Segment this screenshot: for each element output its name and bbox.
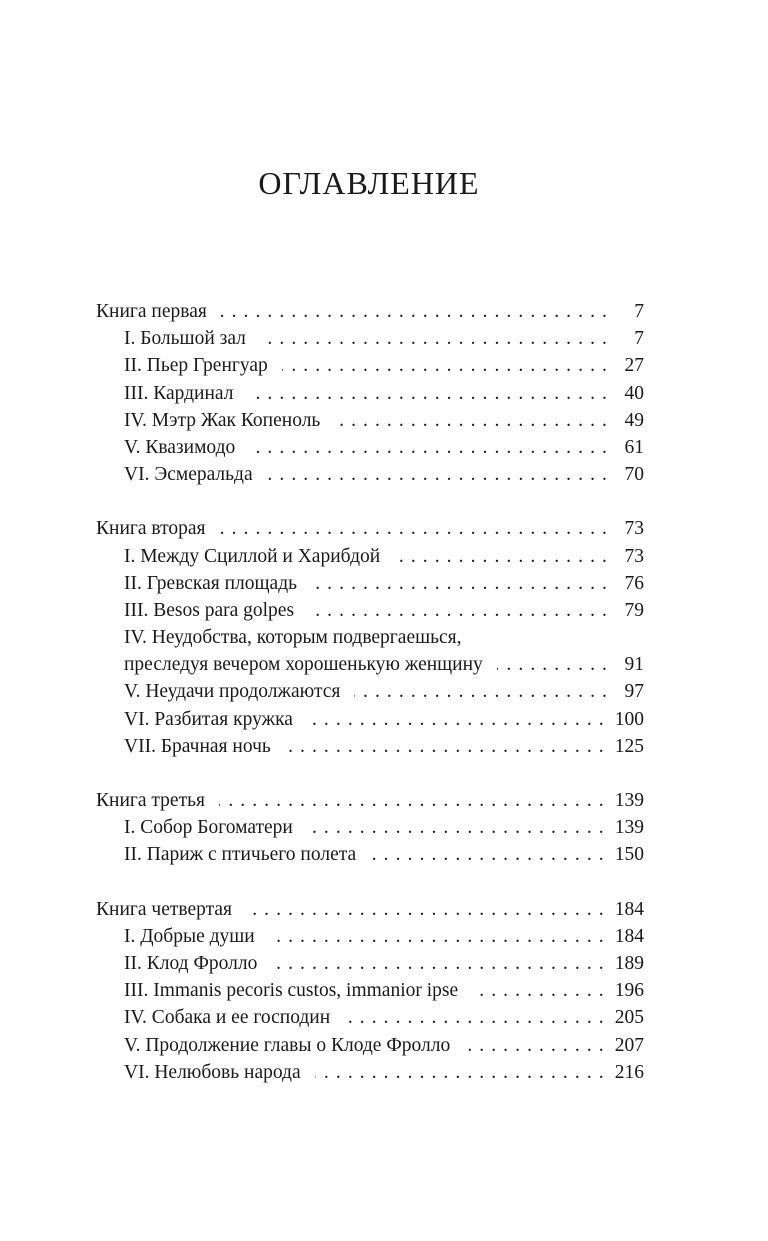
leader-dots bbox=[269, 923, 605, 950]
toc-page-number: 61 bbox=[624, 436, 644, 458]
toc-chapter-title: III. Immanis pecoris custos, immanior ipse bbox=[124, 980, 459, 1002]
toc-book-entry[interactable] bbox=[96, 515, 644, 542]
toc-chapter-title: III. Besos para golpes bbox=[124, 599, 295, 621]
toc-chapter-entry[interactable] bbox=[96, 1004, 644, 1031]
leader-dots bbox=[315, 1059, 605, 1086]
toc-chapter-title: V. Продолжение главы о Клоде Фролло bbox=[124, 1034, 451, 1056]
leader-dots bbox=[308, 597, 608, 624]
leader-dots bbox=[267, 461, 608, 488]
toc-book-title: Книга четвертая bbox=[96, 898, 233, 920]
toc-chapter-entry[interactable] bbox=[96, 706, 644, 733]
toc-page-number: 27 bbox=[624, 355, 644, 377]
toc-book-entry[interactable] bbox=[96, 896, 644, 923]
leader-dots bbox=[464, 1032, 605, 1059]
toc-book-entry[interactable] bbox=[96, 298, 644, 325]
page-title: ОГЛАВЛЕНИЕ bbox=[258, 165, 480, 201]
toc-page-number: 73 bbox=[624, 545, 644, 567]
toc-chapter-entry[interactable] bbox=[96, 352, 644, 379]
toc-chapter-entry[interactable] bbox=[96, 841, 644, 868]
toc-chapter-entry[interactable] bbox=[96, 407, 644, 434]
toc-page-number: 70 bbox=[624, 464, 644, 486]
toc-page-number: 91 bbox=[624, 654, 644, 676]
toc-book-entry[interactable] bbox=[96, 787, 644, 814]
toc-chapter-title: VI. Эсмеральда bbox=[124, 464, 253, 486]
toc-chapter-title: I. Большой зал bbox=[124, 328, 246, 350]
toc-chapter-title: I. Между Сциллой и Харибдой bbox=[124, 545, 381, 567]
toc-page-number: 7 bbox=[634, 328, 644, 350]
toc-chapter-title: III. Кардинал bbox=[124, 382, 234, 404]
toc-chapter-entry[interactable] bbox=[96, 570, 644, 597]
toc-chapter-entry[interactable] bbox=[96, 950, 644, 977]
toc-page-number: 216 bbox=[614, 1061, 644, 1083]
toc-book-title: Книга третья bbox=[96, 790, 205, 811]
leader-dots bbox=[311, 570, 608, 597]
leader-dots bbox=[271, 950, 604, 977]
toc-page-number: 76 bbox=[624, 572, 644, 594]
toc-chapter-entry-first-line[interactable] bbox=[96, 624, 644, 651]
toc-chapter-entry[interactable] bbox=[96, 923, 644, 950]
toc-chapter-title: VI. Разбитая кружка bbox=[124, 708, 293, 730]
toc-chapter-title: IV. Неудобства, которым подвергаешься, bbox=[124, 627, 462, 649]
toc-chapter-entry[interactable] bbox=[96, 977, 644, 1004]
leader-dots bbox=[249, 434, 608, 461]
toc-chapter-entry[interactable] bbox=[96, 597, 644, 624]
toc-chapter-title: I. Добрые души bbox=[124, 925, 255, 947]
toc-page-number: 184 bbox=[614, 898, 644, 920]
toc-page-number: 40 bbox=[624, 382, 644, 404]
toc-chapter-title: IV. Собака и ее господин bbox=[124, 1007, 331, 1029]
toc-chapter-entry[interactable] bbox=[96, 380, 644, 407]
toc-chapter-title: VII. Брачная ночь bbox=[124, 735, 271, 757]
leader-dots bbox=[260, 325, 608, 352]
leader-dots bbox=[307, 814, 605, 841]
toc-chapter-title-continuation: преследуя вечером хорошенькую женщину bbox=[124, 654, 483, 676]
toc-chapter-entry[interactable] bbox=[96, 814, 644, 841]
toc-book bbox=[96, 896, 644, 1086]
toc-page-number: 7 bbox=[634, 301, 644, 322]
leader-dots bbox=[221, 298, 608, 325]
leader-dots bbox=[334, 407, 608, 434]
leader-dots bbox=[394, 543, 608, 570]
toc-page-number: 189 bbox=[614, 952, 644, 974]
toc-page-number: 139 bbox=[614, 817, 644, 839]
leader-dots bbox=[497, 651, 608, 678]
toc-page-number: 207 bbox=[614, 1034, 644, 1056]
toc-page-number: 139 bbox=[614, 790, 644, 811]
toc-chapter-entry[interactable] bbox=[96, 733, 644, 760]
toc-page-number: 73 bbox=[624, 518, 644, 540]
toc-chapter-entry[interactable] bbox=[96, 678, 644, 705]
toc-chapter-title: I. Собор Богоматери bbox=[124, 817, 293, 839]
leader-dots bbox=[370, 841, 605, 868]
toc-chapter-title: II. Париж с птичьего полета bbox=[124, 844, 357, 866]
toc-chapter-entry[interactable] bbox=[96, 543, 644, 570]
toc-book bbox=[96, 298, 644, 488]
toc-page-number: 79 bbox=[624, 599, 644, 621]
toc-chapter-entry[interactable] bbox=[96, 1032, 644, 1059]
toc-book-title: Книга первая bbox=[96, 301, 207, 322]
toc-chapter-title: II. Клод Фролло bbox=[124, 952, 258, 974]
toc-page-number: 196 bbox=[614, 980, 644, 1002]
toc-chapter-entry[interactable] bbox=[96, 461, 644, 488]
leader-dots bbox=[285, 733, 605, 760]
toc-chapter-entry[interactable] bbox=[96, 434, 644, 461]
leader-dots bbox=[344, 1004, 605, 1031]
toc-chapter-title: VI. Нелюбовь народа bbox=[124, 1061, 301, 1083]
toc-page-number: 125 bbox=[614, 735, 644, 757]
toc-page-number: 184 bbox=[614, 925, 644, 947]
toc-page-number: 49 bbox=[624, 409, 644, 431]
toc-book-title: Книга вторая bbox=[96, 518, 206, 540]
leader-dots bbox=[472, 977, 605, 1004]
toc-chapter-title: V. Неудачи продолжаются bbox=[124, 681, 341, 703]
toc-book bbox=[96, 787, 644, 869]
toc-chapter-title: V. Квазимодо bbox=[124, 436, 236, 458]
leader-dots bbox=[354, 678, 608, 705]
toc-chapter-title: II. Пьер Гренгуар bbox=[124, 355, 268, 377]
leader-dots bbox=[219, 787, 605, 814]
toc-chapter-entry-continuation[interactable] bbox=[96, 651, 644, 678]
toc-page-number: 100 bbox=[614, 708, 644, 730]
toc-page-number: 205 bbox=[614, 1007, 644, 1029]
leader-dots bbox=[307, 706, 605, 733]
toc-chapter-title: IV. Мэтр Жак Копеноль bbox=[124, 409, 321, 431]
toc-page-number: 97 bbox=[624, 681, 644, 703]
leader-dots bbox=[246, 896, 605, 923]
leader-dots bbox=[282, 352, 608, 379]
toc-chapter-entry[interactable] bbox=[96, 1059, 644, 1086]
toc-page-number: 150 bbox=[614, 844, 644, 866]
table-of-contents bbox=[96, 298, 644, 1113]
toc-book bbox=[96, 515, 644, 760]
toc-chapter-entry[interactable] bbox=[96, 325, 644, 352]
leader-dots bbox=[220, 515, 608, 542]
leader-dots bbox=[247, 380, 608, 407]
toc-chapter-title: II. Гревская площадь bbox=[124, 572, 298, 594]
